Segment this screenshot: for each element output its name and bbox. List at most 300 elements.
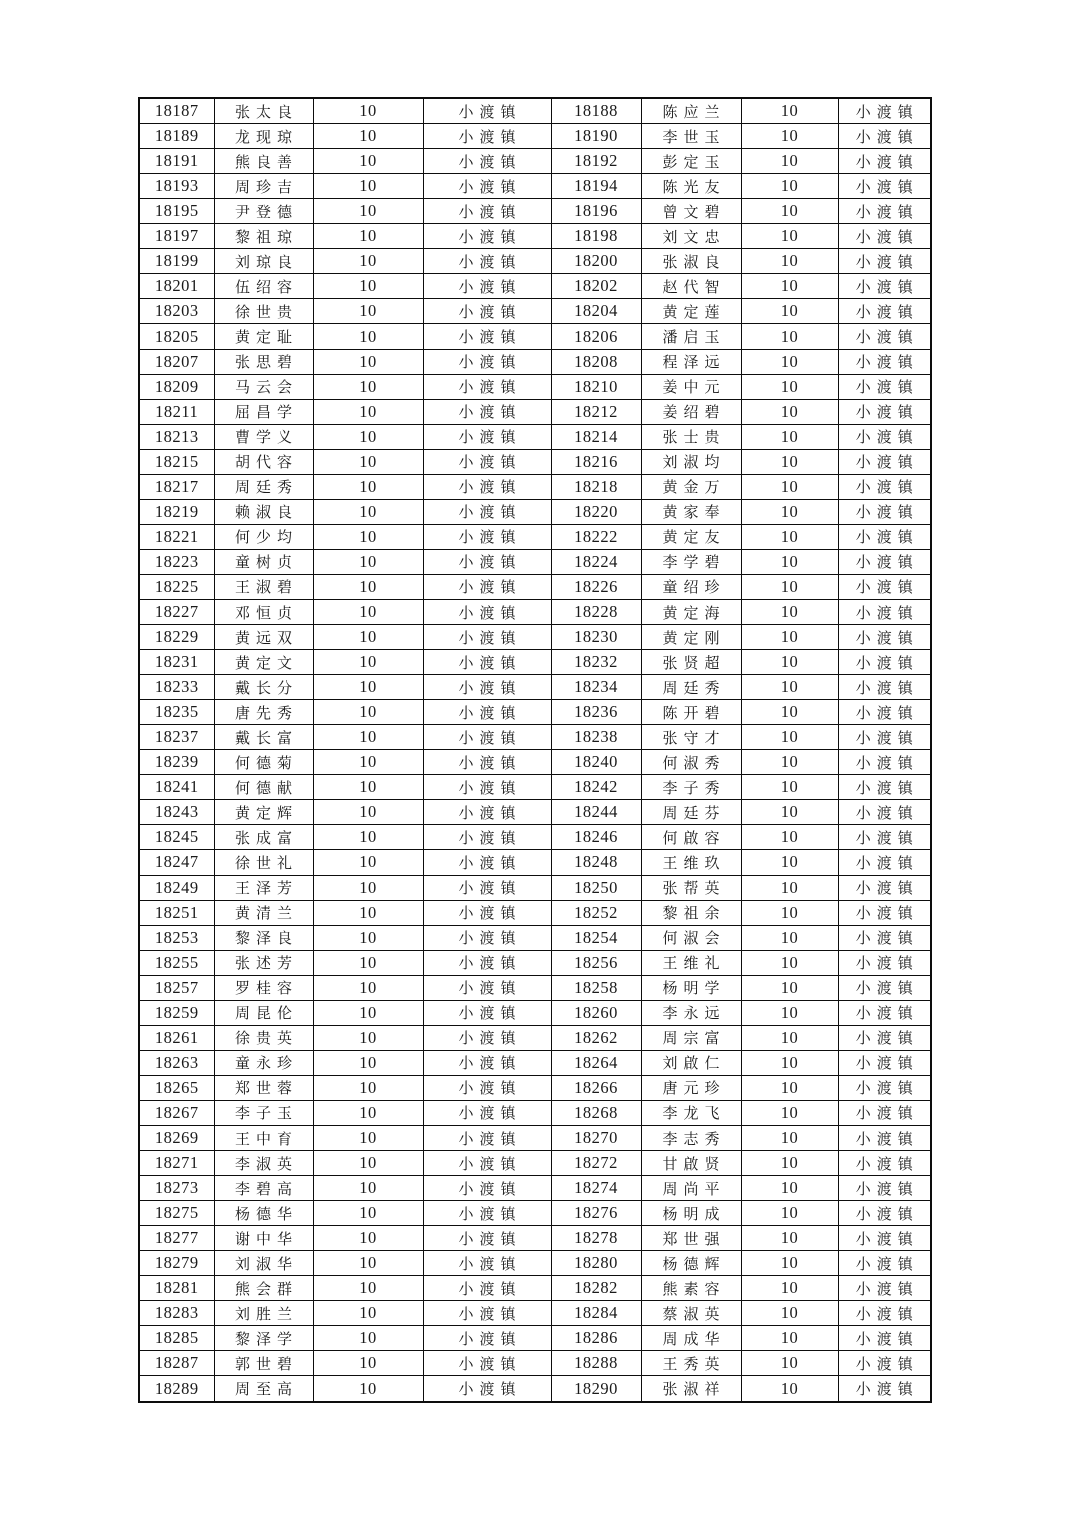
town-cell: 小渡镇 [423, 249, 551, 274]
table-row [139, 1201, 931, 1226]
amount-cell: 10 [741, 950, 838, 975]
name-cell: 童树贞 [214, 549, 313, 574]
amount-cell: 10 [313, 775, 423, 800]
town-cell: 小渡镇 [423, 1251, 551, 1276]
amount-cell: 10 [741, 1000, 838, 1025]
amount-cell: 10 [313, 1201, 423, 1226]
amount-cell: 10 [741, 1050, 838, 1075]
amount-cell: 10 [741, 274, 838, 299]
amount-cell: 10 [741, 875, 838, 900]
amount-cell: 10 [313, 474, 423, 499]
serial-cell: 18259 [139, 1000, 214, 1025]
serial-cell: 18233 [139, 675, 214, 700]
table-row [139, 825, 931, 850]
town-cell: 小渡镇 [838, 474, 931, 499]
amount-cell: 10 [313, 1226, 423, 1251]
town-cell: 小渡镇 [838, 574, 931, 599]
town-cell: 小渡镇 [838, 1276, 931, 1301]
amount-cell: 10 [313, 825, 423, 850]
name-cell: 何啟容 [641, 825, 741, 850]
serial-cell: 18199 [139, 249, 214, 274]
town-cell: 小渡镇 [423, 700, 551, 725]
table-row [139, 1351, 931, 1376]
name-cell: 潘启玉 [641, 324, 741, 349]
amount-cell: 10 [741, 650, 838, 675]
amount-cell: 10 [741, 124, 838, 149]
town-cell: 小渡镇 [423, 1376, 551, 1402]
serial-cell: 18223 [139, 549, 214, 574]
town-cell: 小渡镇 [838, 199, 931, 224]
serial-cell: 18222 [551, 524, 641, 549]
town-cell: 小渡镇 [423, 725, 551, 750]
name-cell: 张述芳 [214, 950, 313, 975]
table-row [139, 625, 931, 650]
name-cell: 王维玖 [641, 850, 741, 875]
serial-cell: 18288 [551, 1351, 641, 1376]
table-row [139, 1151, 931, 1176]
name-cell: 周昆伦 [214, 1000, 313, 1025]
town-cell: 小渡镇 [838, 224, 931, 249]
name-cell: 何少均 [214, 524, 313, 549]
serial-cell: 18209 [139, 374, 214, 399]
amount-cell: 10 [313, 675, 423, 700]
table-row [139, 925, 931, 950]
amount-cell: 10 [741, 324, 838, 349]
amount-cell: 10 [313, 750, 423, 775]
serial-cell: 18213 [139, 424, 214, 449]
amount-cell: 10 [741, 725, 838, 750]
amount-cell: 10 [741, 1075, 838, 1100]
name-cell: 杨明学 [641, 975, 741, 1000]
serial-cell: 18236 [551, 700, 641, 725]
serial-cell: 18193 [139, 174, 214, 199]
serial-cell: 18283 [139, 1301, 214, 1326]
serial-cell: 18224 [551, 549, 641, 574]
name-cell: 王泽芳 [214, 875, 313, 900]
town-cell: 小渡镇 [423, 274, 551, 299]
serial-cell: 18248 [551, 850, 641, 875]
serial-cell: 18257 [139, 975, 214, 1000]
name-cell: 尹登德 [214, 199, 313, 224]
town-cell: 小渡镇 [838, 1100, 931, 1125]
serial-cell: 18225 [139, 574, 214, 599]
name-cell: 周廷秀 [214, 474, 313, 499]
town-cell: 小渡镇 [423, 224, 551, 249]
name-cell: 罗桂容 [214, 975, 313, 1000]
town-cell: 小渡镇 [838, 775, 931, 800]
table-row [139, 1326, 931, 1351]
town-cell: 小渡镇 [838, 1075, 931, 1100]
amount-cell: 10 [741, 1276, 838, 1301]
town-cell: 小渡镇 [423, 600, 551, 625]
amount-cell: 10 [741, 750, 838, 775]
town-cell: 小渡镇 [838, 675, 931, 700]
amount-cell: 10 [741, 524, 838, 549]
table-row [139, 700, 931, 725]
name-cell: 黄定莲 [641, 299, 741, 324]
name-cell: 郑世蓉 [214, 1075, 313, 1100]
amount-cell: 10 [313, 1025, 423, 1050]
serial-cell: 18242 [551, 775, 641, 800]
name-cell: 陈应兰 [641, 98, 741, 124]
amount-cell: 10 [313, 900, 423, 925]
amount-cell: 10 [741, 199, 838, 224]
serial-cell: 18208 [551, 349, 641, 374]
amount-cell: 10 [741, 1151, 838, 1176]
serial-cell: 18221 [139, 524, 214, 549]
town-cell: 小渡镇 [838, 98, 931, 124]
table-row [139, 1276, 931, 1301]
serial-cell: 18289 [139, 1376, 214, 1402]
serial-cell: 18205 [139, 324, 214, 349]
name-cell: 张贤超 [641, 650, 741, 675]
serial-cell: 18249 [139, 875, 214, 900]
table-row [139, 950, 931, 975]
amount-cell: 10 [313, 1000, 423, 1025]
table-row [139, 374, 931, 399]
amount-cell: 10 [741, 1226, 838, 1251]
serial-cell: 18275 [139, 1201, 214, 1226]
amount-cell: 10 [313, 1301, 423, 1326]
serial-cell: 18202 [551, 274, 641, 299]
amount-cell: 10 [313, 324, 423, 349]
town-cell: 小渡镇 [423, 374, 551, 399]
town-cell: 小渡镇 [838, 499, 931, 524]
amount-cell: 10 [741, 675, 838, 700]
town-cell: 小渡镇 [838, 399, 931, 424]
town-cell: 小渡镇 [838, 1251, 931, 1276]
table-row [139, 1125, 931, 1150]
name-cell: 刘文忠 [641, 224, 741, 249]
amount-cell: 10 [313, 149, 423, 174]
amount-cell: 10 [313, 349, 423, 374]
town-cell: 小渡镇 [838, 1351, 931, 1376]
name-cell: 张淑良 [641, 249, 741, 274]
name-cell: 彭定玉 [641, 149, 741, 174]
serial-cell: 18227 [139, 600, 214, 625]
amount-cell: 10 [741, 975, 838, 1000]
serial-cell: 18219 [139, 499, 214, 524]
serial-cell: 18260 [551, 1000, 641, 1025]
serial-cell: 18280 [551, 1251, 641, 1276]
town-cell: 小渡镇 [423, 124, 551, 149]
name-cell: 徐贵英 [214, 1025, 313, 1050]
table-row [139, 249, 931, 274]
serial-cell: 18241 [139, 775, 214, 800]
name-cell: 戴长富 [214, 725, 313, 750]
amount-cell: 10 [313, 700, 423, 725]
town-cell: 小渡镇 [423, 1151, 551, 1176]
serial-cell: 18237 [139, 725, 214, 750]
amount-cell: 10 [741, 1025, 838, 1050]
table-row [139, 675, 931, 700]
serial-cell: 18269 [139, 1125, 214, 1150]
name-cell: 姜绍碧 [641, 399, 741, 424]
serial-cell: 18287 [139, 1351, 214, 1376]
town-cell: 小渡镇 [838, 549, 931, 574]
serial-cell: 18277 [139, 1226, 214, 1251]
amount-cell: 10 [313, 1351, 423, 1376]
serial-cell: 18268 [551, 1100, 641, 1125]
serial-cell: 18238 [551, 725, 641, 750]
amount-cell: 10 [313, 124, 423, 149]
table-row [139, 875, 931, 900]
town-cell: 小渡镇 [838, 950, 931, 975]
town-cell: 小渡镇 [838, 274, 931, 299]
amount-cell: 10 [313, 650, 423, 675]
table-row [139, 1376, 931, 1402]
serial-cell: 18230 [551, 625, 641, 650]
serial-cell: 18216 [551, 449, 641, 474]
town-cell: 小渡镇 [838, 299, 931, 324]
town-cell: 小渡镇 [423, 750, 551, 775]
name-cell: 黄定刚 [641, 625, 741, 650]
serial-cell: 18212 [551, 399, 641, 424]
name-cell: 黎祖琼 [214, 224, 313, 249]
town-cell: 小渡镇 [423, 324, 551, 349]
serial-cell: 18267 [139, 1100, 214, 1125]
town-cell: 小渡镇 [423, 875, 551, 900]
serial-cell: 18211 [139, 399, 214, 424]
amount-cell: 10 [313, 299, 423, 324]
serial-cell: 18286 [551, 1326, 641, 1351]
serial-cell: 18264 [551, 1050, 641, 1075]
amount-cell: 10 [741, 174, 838, 199]
amount-cell: 10 [741, 625, 838, 650]
name-cell: 陈光友 [641, 174, 741, 199]
table-row [139, 474, 931, 499]
name-cell: 王淑碧 [214, 574, 313, 599]
town-cell: 小渡镇 [838, 625, 931, 650]
town-cell: 小渡镇 [838, 1050, 931, 1075]
town-cell: 小渡镇 [423, 199, 551, 224]
town-cell: 小渡镇 [423, 574, 551, 599]
name-cell: 李龙飞 [641, 1100, 741, 1125]
amount-cell: 10 [741, 449, 838, 474]
name-cell: 张思碧 [214, 349, 313, 374]
serial-cell: 18235 [139, 700, 214, 725]
serial-cell: 18203 [139, 299, 214, 324]
serial-cell: 18191 [139, 149, 214, 174]
serial-cell: 18250 [551, 875, 641, 900]
name-cell: 刘淑华 [214, 1251, 313, 1276]
table-row [139, 98, 931, 124]
town-cell: 小渡镇 [423, 399, 551, 424]
town-cell: 小渡镇 [838, 149, 931, 174]
amount-cell: 10 [313, 449, 423, 474]
table-row [139, 1251, 931, 1276]
town-cell: 小渡镇 [423, 1301, 551, 1326]
table-row [139, 1075, 931, 1100]
amount-cell: 10 [313, 1276, 423, 1301]
amount-cell: 10 [313, 1050, 423, 1075]
table-row [139, 299, 931, 324]
table-row [139, 499, 931, 524]
name-cell: 周廷芬 [641, 800, 741, 825]
amount-cell: 10 [741, 925, 838, 950]
amount-cell: 10 [313, 950, 423, 975]
town-cell: 小渡镇 [423, 1201, 551, 1226]
table-row [139, 224, 931, 249]
serial-cell: 18234 [551, 675, 641, 700]
name-cell: 张淑祥 [641, 1376, 741, 1402]
name-cell: 熊良善 [214, 149, 313, 174]
amount-cell: 10 [313, 249, 423, 274]
name-cell: 邓恒贞 [214, 600, 313, 625]
serial-cell: 18290 [551, 1376, 641, 1402]
serial-cell: 18229 [139, 625, 214, 650]
name-cell: 黄定耻 [214, 324, 313, 349]
amount-cell: 10 [313, 549, 423, 574]
town-cell: 小渡镇 [838, 1301, 931, 1326]
town-cell: 小渡镇 [838, 650, 931, 675]
name-cell: 刘胜兰 [214, 1301, 313, 1326]
name-cell: 李子秀 [641, 775, 741, 800]
amount-cell: 10 [741, 1125, 838, 1150]
amount-cell: 10 [313, 875, 423, 900]
amount-cell: 10 [313, 975, 423, 1000]
serial-cell: 18200 [551, 249, 641, 274]
amount-cell: 10 [741, 825, 838, 850]
serial-cell: 18201 [139, 274, 214, 299]
table-row [139, 1025, 931, 1050]
serial-cell: 18247 [139, 850, 214, 875]
amount-cell: 10 [741, 349, 838, 374]
name-cell: 戴长分 [214, 675, 313, 700]
name-cell: 曹学义 [214, 424, 313, 449]
amount-cell: 10 [313, 399, 423, 424]
name-cell: 黎泽良 [214, 925, 313, 950]
town-cell: 小渡镇 [423, 524, 551, 549]
name-cell: 黄定文 [214, 650, 313, 675]
name-cell: 徐世礼 [214, 850, 313, 875]
table-row [139, 124, 931, 149]
name-cell: 黄金万 [641, 474, 741, 499]
table-row [139, 449, 931, 474]
serial-cell: 18204 [551, 299, 641, 324]
serial-cell: 18251 [139, 900, 214, 925]
serial-cell: 18214 [551, 424, 641, 449]
name-cell: 赖淑良 [214, 499, 313, 524]
name-cell: 王维礼 [641, 950, 741, 975]
town-cell: 小渡镇 [838, 875, 931, 900]
amount-cell: 10 [741, 249, 838, 274]
town-cell: 小渡镇 [423, 650, 551, 675]
town-cell: 小渡镇 [838, 1326, 931, 1351]
serial-cell: 18192 [551, 149, 641, 174]
name-cell: 黄定友 [641, 524, 741, 549]
town-cell: 小渡镇 [838, 850, 931, 875]
serial-cell: 18206 [551, 324, 641, 349]
amount-cell: 10 [741, 1100, 838, 1125]
amount-cell: 10 [313, 1176, 423, 1201]
town-cell: 小渡镇 [838, 1201, 931, 1226]
town-cell: 小渡镇 [423, 1351, 551, 1376]
town-cell: 小渡镇 [423, 149, 551, 174]
amount-cell: 10 [741, 1176, 838, 1201]
town-cell: 小渡镇 [838, 424, 931, 449]
name-cell: 甘啟贤 [641, 1151, 741, 1176]
name-cell: 伍绍容 [214, 274, 313, 299]
name-cell: 周宗富 [641, 1025, 741, 1050]
name-cell: 周成华 [641, 1326, 741, 1351]
name-cell: 张成富 [214, 825, 313, 850]
name-cell: 李学碧 [641, 549, 741, 574]
town-cell: 小渡镇 [423, 98, 551, 124]
amount-cell: 10 [313, 1100, 423, 1125]
table-row [139, 725, 931, 750]
name-cell: 童永珍 [214, 1050, 313, 1075]
amount-cell: 10 [741, 499, 838, 524]
table-row [139, 149, 931, 174]
serial-cell: 18194 [551, 174, 641, 199]
town-cell: 小渡镇 [838, 1226, 931, 1251]
name-cell: 龙现琼 [214, 124, 313, 149]
town-cell: 小渡镇 [838, 1000, 931, 1025]
name-cell: 黄远双 [214, 625, 313, 650]
town-cell: 小渡镇 [838, 925, 931, 950]
town-cell: 小渡镇 [423, 1000, 551, 1025]
town-cell: 小渡镇 [423, 349, 551, 374]
amount-cell: 10 [313, 725, 423, 750]
amount-cell: 10 [313, 625, 423, 650]
town-cell: 小渡镇 [423, 1276, 551, 1301]
town-cell: 小渡镇 [423, 1176, 551, 1201]
serial-cell: 18210 [551, 374, 641, 399]
serial-cell: 18189 [139, 124, 214, 149]
name-cell: 周廷秀 [641, 675, 741, 700]
town-cell: 小渡镇 [838, 374, 931, 399]
town-cell: 小渡镇 [423, 499, 551, 524]
amount-cell: 10 [313, 524, 423, 549]
name-cell: 郑世强 [641, 1226, 741, 1251]
name-cell: 张守才 [641, 725, 741, 750]
name-cell: 唐先秀 [214, 700, 313, 725]
name-cell: 程泽远 [641, 349, 741, 374]
town-cell: 小渡镇 [423, 825, 551, 850]
name-cell: 李淑英 [214, 1151, 313, 1176]
serial-cell: 18255 [139, 950, 214, 975]
serial-cell: 18254 [551, 925, 641, 950]
serial-cell: 18228 [551, 600, 641, 625]
town-cell: 小渡镇 [838, 825, 931, 850]
town-cell: 小渡镇 [838, 324, 931, 349]
amount-cell: 10 [313, 1376, 423, 1402]
town-cell: 小渡镇 [423, 675, 551, 700]
serial-cell: 18271 [139, 1151, 214, 1176]
serial-cell: 18232 [551, 650, 641, 675]
amount-cell: 10 [313, 1251, 423, 1276]
serial-cell: 18273 [139, 1176, 214, 1201]
table-row [139, 800, 931, 825]
serial-cell: 18217 [139, 474, 214, 499]
amount-cell: 10 [313, 499, 423, 524]
serial-cell: 18282 [551, 1276, 641, 1301]
amount-cell: 10 [741, 1251, 838, 1276]
serial-cell: 18215 [139, 449, 214, 474]
town-cell: 小渡镇 [423, 1125, 551, 1150]
serial-cell: 18239 [139, 750, 214, 775]
serial-cell: 18278 [551, 1226, 641, 1251]
name-cell: 张帮英 [641, 875, 741, 900]
amount-cell: 10 [741, 1201, 838, 1226]
amount-cell: 10 [741, 775, 838, 800]
table-row [139, 750, 931, 775]
serial-cell: 18274 [551, 1176, 641, 1201]
serial-cell: 18226 [551, 574, 641, 599]
amount-cell: 10 [741, 374, 838, 399]
table-row [139, 1176, 931, 1201]
